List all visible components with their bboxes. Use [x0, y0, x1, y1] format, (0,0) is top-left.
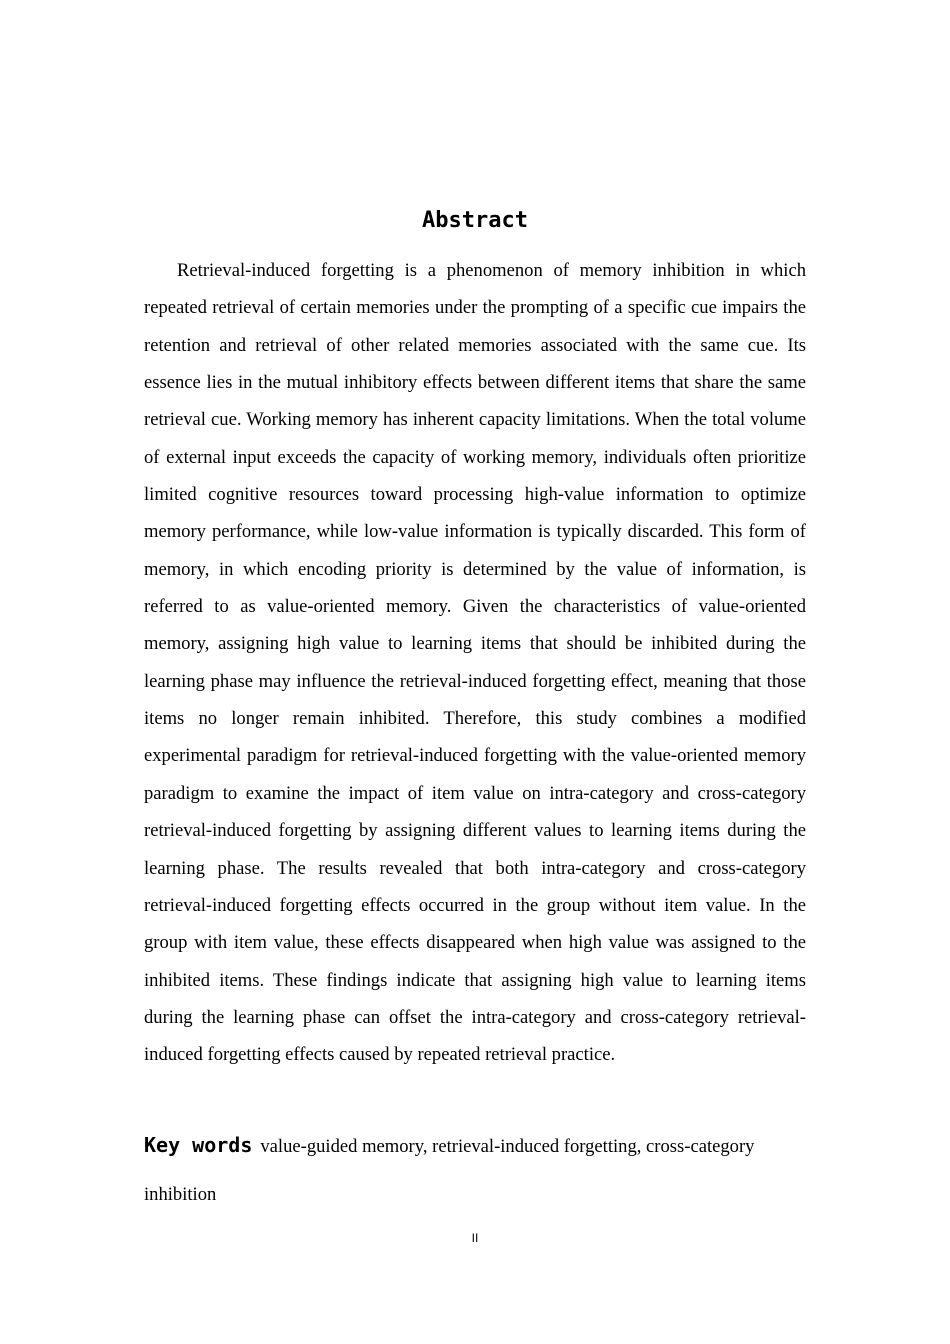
abstract-body: Retrieval-induced forgetting is a phenomenon of memory inhibition in which repeated retrieval of certain memories under the prompting of a specific cue impairs the retention and retrieval of other related memories associated with the same cue. Its essence lies in the mutual inhibitory effects between different items that share the same retrieval cue. Working memory has inherent capacity limitations. When the total volume of external input exceeds the capacity of working memory, individuals often prioritize limited cognitive resources toward processing high-value information to optimize memory performance, while low-value information is typically discarded. This form of memory, in which encoding priority is determined by the value of information, is referred to as value-oriented memory. Given the characteristics of value-oriented memory, assigning high value to learning items that should be inhibited during the learning phase may influence the retrieval-induced forgetting effect, meaning that those items no longer remain inhibited. Therefore, this study combines a modified experimental paradigm for retrieval-induced forgetting with the value-oriented memory paradigm to examine the impact of item value on intra-category and cross-category retrieval-induced forgetting by assigning different values to learning items during the learning phase. The results revealed that both intra-category and cross-category retrieval-induced forgetting effects occurred in the group without item value. In the group with item value, these effects disappeared when high value was assigned to the inhibited items. These findings indicate that assigning high value to learning items during the learning phase can offset the intra-category and cross-category retrieval-induced forgetting effects caused by repeated retrieval practice. [144, 260, 806, 1066]
page-number: II [471, 1231, 479, 1245]
keywords-line [144, 1121, 806, 1219]
abstract-title: Abstract [422, 208, 528, 233]
keywords-label: Key words [144, 1133, 253, 1157]
keywords-text: value-guided memory, retrieval-induced forgetting, cross-category inhibition [144, 1136, 755, 1205]
